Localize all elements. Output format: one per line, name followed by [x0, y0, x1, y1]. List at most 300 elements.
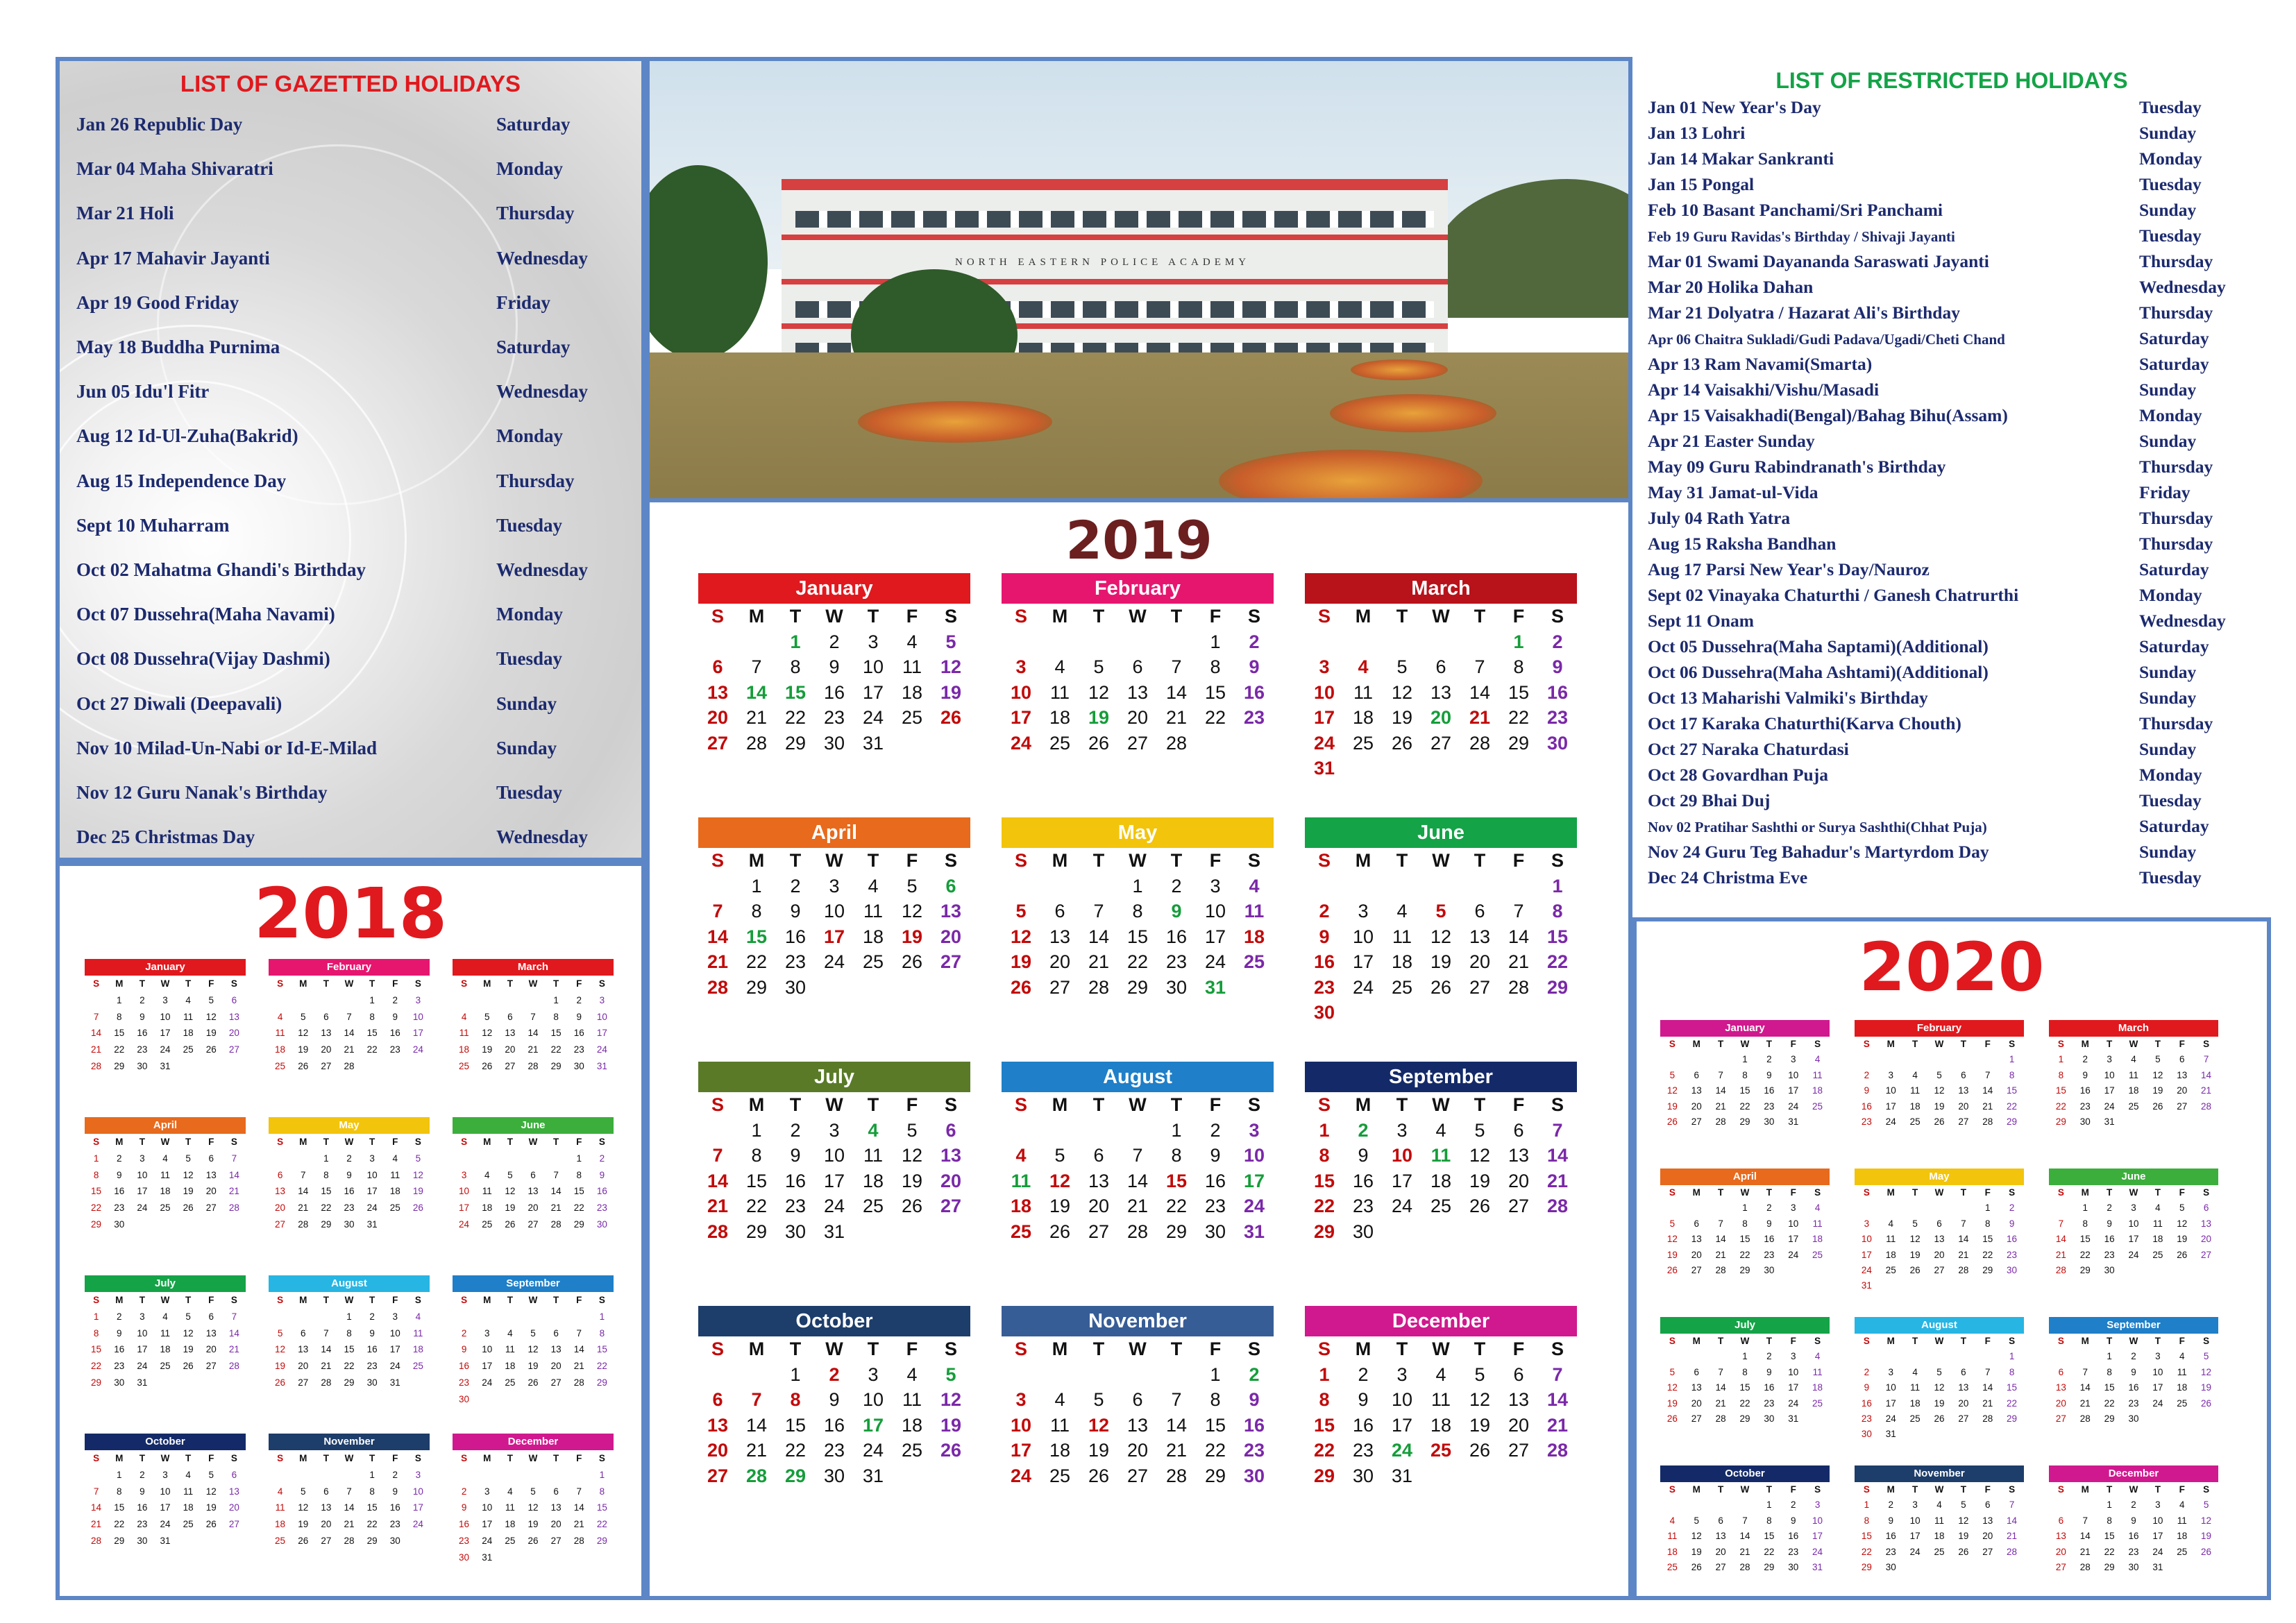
day-cell: 28 [344, 1535, 355, 1546]
weekday-label: S [277, 1295, 284, 1305]
day-cell: 10 [1885, 1085, 1896, 1096]
weekday-label: F [576, 978, 582, 989]
day-cell: 4 [1054, 656, 1065, 677]
restricted-row [1648, 405, 2202, 426]
day-cell: 28 [91, 1535, 102, 1546]
month-header: May [1855, 1169, 2024, 1185]
weekday-label: W [1740, 1484, 1750, 1495]
weekday-label: F [1984, 1187, 1991, 1198]
day-cell: 26 [1666, 1264, 1678, 1275]
weekday-label: M [1355, 606, 1371, 627]
holiday-weekday: Sunday [2139, 688, 2197, 708]
day-cell: 30 [1764, 1116, 1775, 1127]
weekday-label: T [553, 1295, 559, 1305]
day-cell: 12 [505, 1186, 516, 1197]
weekday-label: F [2179, 1336, 2185, 1346]
day-cell: 11 [1353, 681, 1374, 703]
day-cell: 12 [298, 1028, 309, 1039]
day-cell: 2 [392, 1469, 398, 1480]
holiday-date-name: Sept 02 Vinayaka Chaturthi / Ganesh Chatrurthi [1648, 585, 2019, 605]
holiday-weekday: Saturday [2139, 636, 2209, 656]
day-cell: 13 [1982, 1515, 1993, 1526]
day-cell: 29 [2079, 1264, 2091, 1275]
month-grid [85, 1450, 246, 1549]
day-cell: 2 [1249, 1363, 1260, 1385]
day-cell: 4 [1358, 656, 1369, 677]
weekday-label: S [944, 850, 957, 871]
day-cell: 15 [114, 1502, 125, 1513]
month-grid [269, 976, 430, 1075]
day-cell: 1 [1742, 1351, 1748, 1362]
holiday-date-name: Dec 24 Christma Eve [1648, 867, 1808, 887]
weekday-label: S [1814, 1039, 1821, 1049]
day-cell: 18 [862, 926, 884, 947]
day-cell: 29 [784, 732, 807, 754]
day-cell: 25 [505, 1377, 516, 1388]
day-cell: 21 [2007, 1531, 2018, 1542]
day-cell: 31 [160, 1060, 171, 1071]
day-cell: 27 [2055, 1561, 2066, 1572]
empty-day-cell [1040, 1118, 1079, 1144]
day-cell: 9 [116, 1327, 122, 1339]
weekday-label: S [2203, 1336, 2210, 1346]
day-cell: 19 [1666, 1249, 1678, 1260]
day-cell: 26 [2201, 1397, 2212, 1409]
empty-day-cell [545, 1467, 568, 1484]
day-cell: 5 [1936, 1366, 1942, 1377]
day-cell: 16 [784, 926, 807, 947]
day-cell: 16 [366, 1344, 378, 1355]
holiday-weekday: Tuesday [496, 514, 563, 536]
day-cell: 22 [745, 1196, 768, 1216]
weekday-label: W [2129, 1336, 2138, 1346]
empty-day-cell [545, 1309, 568, 1325]
empty-day-cell [1079, 874, 1118, 899]
day-cell: 9 [1552, 656, 1563, 677]
day-cell: 7 [1984, 1366, 1991, 1377]
day-cell: 13 [940, 1145, 962, 1166]
weekday-label: W [2129, 1484, 2138, 1495]
day-cell: 2 [461, 1486, 467, 1497]
weekday-label: W [825, 850, 843, 871]
day-cell: 2 [1864, 1069, 1870, 1080]
weekday-label: T [789, 1094, 802, 1115]
day-cell: 6 [231, 994, 237, 1005]
holiday-weekday: Sunday [2139, 431, 2197, 451]
day-cell: 22 [1313, 1440, 1335, 1461]
weekday-label: S [230, 1295, 237, 1305]
day-cell: 20 [527, 1203, 539, 1214]
day-cell: 12 [940, 1389, 962, 1410]
day-cell: 25 [1430, 1440, 1452, 1461]
day-cell: 4 [507, 1486, 513, 1497]
empty-day-cell [269, 1309, 292, 1325]
day-cell: 18 [1243, 926, 1265, 947]
day-cell: 19 [527, 1519, 539, 1530]
day-cell: 8 [1210, 1389, 1221, 1410]
day-cell: 24 [1313, 732, 1335, 754]
weekday-label: F [392, 1295, 398, 1305]
day-cell: 21 [745, 1440, 768, 1461]
day-cell: 28 [228, 1203, 239, 1214]
day-cell: 30 [823, 732, 845, 754]
day-cell: 11 [1934, 1515, 1944, 1526]
day-cell: 21 [1982, 1101, 1993, 1112]
weekday-label: T [553, 1137, 559, 1147]
weekday-label: W [1934, 1187, 1944, 1198]
weekday-label: S [1317, 606, 1331, 627]
weekday-label: W [344, 1295, 354, 1305]
month-header: April [1660, 1169, 1830, 1185]
day-cell: 20 [2055, 1546, 2066, 1557]
day-cell: 2 [1552, 631, 1563, 652]
day-cell: 10 [1861, 1234, 1872, 1245]
day-cell: 24 [1788, 1397, 1799, 1409]
day-cell: 27 [2201, 1249, 2212, 1260]
empty-day-cell [1855, 1349, 1879, 1364]
day-cell: 2 [790, 1119, 801, 1141]
holiday-weekday: Monday [496, 604, 564, 625]
day-cell: 29 [1546, 976, 1569, 998]
day-cell: 8 [599, 1486, 605, 1497]
month-grid [1305, 604, 1577, 781]
day-cell: 15 [91, 1186, 102, 1197]
day-cell: 28 [550, 1218, 562, 1230]
day-cell: 7 [1093, 901, 1104, 921]
day-cell: 1 [346, 1311, 352, 1322]
day-cell: 15 [1739, 1085, 1750, 1096]
holiday-weekday: Thursday [2139, 303, 2213, 323]
day-cell: 22 [596, 1361, 607, 1372]
day-cell: 11 [902, 1389, 922, 1410]
month-grid [1002, 604, 1274, 756]
day-cell: 12 [1666, 1085, 1678, 1096]
day-cell: 24 [1010, 1465, 1032, 1486]
weekday-label: S [1814, 1336, 1821, 1346]
day-cell: 29 [745, 1221, 768, 1242]
empty-day-cell [498, 992, 521, 1009]
day-cell: 11 [863, 901, 884, 921]
day-cell: 19 [1909, 1249, 1921, 1260]
day-cell: 5 [300, 1486, 306, 1497]
weekday-label: F [1984, 1039, 1991, 1049]
day-cell: 12 [1666, 1382, 1678, 1393]
day-cell: 21 [573, 1361, 584, 1372]
day-cell: 20 [1430, 707, 1452, 728]
day-cell: 12 [412, 1169, 423, 1180]
day-cell: 20 [321, 1044, 332, 1055]
day-cell: 8 [1513, 656, 1524, 677]
day-cell: 8 [1171, 1145, 1182, 1166]
day-cell: 24 [2104, 1101, 2115, 1112]
flower-bed [858, 401, 1052, 443]
holiday-weekday: Tuesday [2139, 867, 2202, 887]
day-cell: 26 [275, 1377, 286, 1388]
empty-day-cell [1079, 1118, 1118, 1144]
weekday-label: S [1317, 1339, 1331, 1359]
day-cell: 10 [366, 1169, 378, 1180]
day-cell: 21 [91, 1044, 102, 1055]
day-cell: 22 [1313, 1196, 1335, 1216]
weekday-label: S [277, 1453, 284, 1463]
empty-day-cell [1903, 1349, 1927, 1364]
day-cell: 23 [1352, 1196, 1374, 1216]
empty-day-cell [1975, 1349, 2000, 1364]
empty-day-cell [698, 874, 737, 899]
day-cell: 17 [2128, 1234, 2139, 1245]
day-cell: 8 [2107, 1515, 2112, 1526]
weekday-label: F [906, 850, 918, 871]
day-cell: 21 [1715, 1397, 1726, 1409]
day-cell: 11 [902, 656, 922, 677]
day-cell: 13 [1469, 926, 1491, 947]
holiday-date-name: May 18 Buddha Purnima [76, 337, 280, 357]
weekday-label: W [2129, 1039, 2138, 1049]
day-cell: 5 [1669, 1069, 1675, 1080]
day-cell: 21 [344, 1519, 355, 1530]
day-cell: 15 [2104, 1531, 2115, 1542]
weekday-label: S [2057, 1039, 2064, 1049]
month-header: October [1660, 1465, 1830, 1482]
day-cell: 21 [573, 1519, 584, 1530]
day-cell: 22 [2055, 1101, 2066, 1112]
weekday-label: S [1551, 850, 1564, 871]
day-cell: 14 [1715, 1382, 1726, 1393]
day-cell: 22 [573, 1203, 584, 1214]
day-cell: 3 [1790, 1054, 1796, 1065]
day-cell: 19 [527, 1361, 539, 1372]
weekday-label: T [139, 1453, 145, 1463]
weekday-label: S [1863, 1336, 1870, 1346]
day-cell: 10 [1352, 926, 1374, 947]
day-cell: 12 [275, 1344, 286, 1355]
day-cell: 2 [1210, 1119, 1221, 1141]
weekday-label: S [598, 1453, 605, 1463]
day-cell: 28 [745, 732, 768, 754]
day-cell: 26 [1430, 976, 1452, 998]
day-cell: 17 [1391, 1170, 1413, 1191]
day-cell: 22 [1861, 1546, 1872, 1557]
empty-day-cell [1660, 1052, 1685, 1067]
day-cell: 19 [205, 1028, 217, 1039]
day-cell: 25 [1812, 1397, 1823, 1409]
day-cell: 22 [1165, 1196, 1188, 1216]
day-cell: 13 [550, 1344, 562, 1355]
empty-day-cell [314, 1309, 337, 1325]
day-cell: 15 [1739, 1382, 1750, 1393]
day-cell: 12 [901, 901, 923, 921]
weekday-label: M [2081, 1039, 2089, 1049]
day-cell: 16 [784, 1170, 807, 1191]
holiday-weekday: Wednesday [496, 247, 589, 269]
holiday-weekday: Monday [2139, 148, 2202, 169]
day-cell: 3 [1015, 656, 1027, 677]
day-cell: 14 [2201, 1069, 2212, 1080]
day-cell: 7 [1552, 1363, 1563, 1385]
day-cell: 1 [2107, 1499, 2112, 1511]
day-cell: 23 [114, 1361, 125, 1372]
day-cell: 13 [550, 1502, 562, 1513]
day-cell: 14 [344, 1502, 355, 1513]
calendar-2020-panel [1632, 917, 2271, 1600]
day-cell: 3 [1888, 1069, 1894, 1080]
day-cell: 1 [1319, 1363, 1330, 1385]
day-cell: 24 [823, 951, 845, 972]
day-cell: 25 [275, 1535, 286, 1546]
weekday-label: T [185, 1453, 192, 1463]
empty-day-cell [1709, 1497, 1733, 1513]
day-cell: 11 [1049, 1414, 1070, 1436]
day-cell: 2 [1766, 1351, 1772, 1362]
day-cell: 23 [1764, 1101, 1775, 1112]
holiday-weekday: Thursday [496, 203, 575, 224]
day-cell: 20 [1958, 1397, 1969, 1409]
day-cell: 25 [459, 1060, 470, 1071]
weekday-label: T [867, 1094, 879, 1115]
day-cell: 13 [1508, 1145, 1530, 1166]
day-cell: 18 [505, 1519, 516, 1530]
day-cell: 31 [1788, 1116, 1799, 1127]
day-cell: 12 [1469, 1389, 1491, 1410]
day-cell: 6 [2058, 1366, 2064, 1377]
day-cell: 4 [1054, 1389, 1065, 1410]
weekday-label: T [2107, 1039, 2113, 1049]
day-cell: 18 [505, 1361, 516, 1372]
day-cell: 8 [1742, 1366, 1748, 1377]
month-header: March [1305, 573, 1577, 604]
restricted-row [1648, 328, 2209, 349]
day-cell: 2 [140, 1469, 145, 1480]
day-cell: 10 [2128, 1218, 2139, 1229]
empty-day-cell [453, 1467, 475, 1484]
day-cell: 2 [1864, 1366, 1870, 1377]
day-cell: 26 [940, 707, 962, 728]
day-cell: 16 [2079, 1085, 2091, 1096]
month-april [1660, 1169, 1830, 1278]
weekday-label: T [1170, 606, 1183, 627]
day-cell: 17 [389, 1344, 400, 1355]
day-cell: 13 [321, 1502, 332, 1513]
day-cell: 8 [751, 1145, 762, 1166]
day-cell: 27 [1126, 1465, 1149, 1486]
day-cell: 9 [1888, 1515, 1894, 1526]
day-cell: 21 [1982, 1397, 1993, 1409]
day-cell: 25 [1812, 1101, 1823, 1112]
day-cell: 20 [1691, 1397, 1702, 1409]
day-cell: 11 [275, 1502, 285, 1513]
day-cell: 11 [1910, 1085, 1921, 1096]
day-cell: 8 [369, 1486, 375, 1497]
day-cell: 26 [901, 951, 923, 972]
weekday-label: F [1512, 1339, 1525, 1359]
day-cell: 7 [751, 656, 762, 677]
day-cell: 20 [1691, 1101, 1702, 1112]
day-cell: 23 [366, 1361, 378, 1372]
day-cell: 2 [116, 1153, 122, 1164]
day-cell: 9 [2131, 1366, 2136, 1377]
day-cell: 29 [2007, 1116, 2018, 1127]
day-cell: 1 [1766, 1499, 1772, 1511]
day-cell: 28 [344, 1060, 355, 1071]
empty-day-cell [1879, 1200, 1903, 1216]
day-cell: 21 [228, 1186, 239, 1197]
day-cell: 16 [389, 1502, 400, 1513]
weekday-label: T [139, 978, 145, 989]
day-cell: 6 [1961, 1366, 1966, 1377]
day-cell: 12 [298, 1502, 309, 1513]
day-cell: 9 [599, 1169, 605, 1180]
day-cell: 25 [1010, 1221, 1032, 1242]
day-cell: 4 [392, 1153, 398, 1164]
day-cell: 20 [298, 1361, 309, 1372]
day-cell: 3 [392, 1311, 398, 1322]
holiday-weekday: Monday [496, 158, 564, 180]
day-cell: 28 [1715, 1264, 1726, 1275]
day-cell: 9 [1766, 1366, 1772, 1377]
day-cell: 28 [573, 1377, 584, 1388]
day-cell: 4 [1669, 1515, 1675, 1526]
holiday-date-name: Nov 10 Milad-Un-Nabi or Id-E-Milad [76, 737, 378, 758]
empty-day-cell [1685, 1497, 1709, 1513]
empty-day-cell [1118, 1118, 1157, 1144]
day-cell: 20 [1508, 1170, 1530, 1191]
day-cell: 26 [298, 1060, 309, 1071]
day-cell: 14 [1165, 681, 1188, 703]
holiday-weekday: Tuesday [496, 782, 563, 803]
day-cell: 23 [1313, 976, 1335, 998]
day-cell: 10 [1010, 681, 1032, 703]
day-cell: 1 [1319, 1119, 1330, 1141]
weekday-label: W [2129, 1187, 2138, 1198]
day-cell: 20 [707, 1440, 729, 1461]
month-grid [2049, 1185, 2218, 1278]
day-cell: 7 [2009, 1499, 2015, 1511]
holiday-weekday: Friday [496, 291, 550, 313]
day-cell: 2 [369, 1311, 375, 1322]
empty-day-cell [292, 992, 314, 1009]
month-september [2049, 1317, 2218, 1427]
day-cell: 22 [1764, 1546, 1775, 1557]
weekday-label: T [369, 1295, 375, 1305]
day-cell: 29 [1861, 1561, 1872, 1572]
day-cell: 24 [389, 1361, 400, 1372]
empty-day-cell [1305, 629, 1344, 655]
day-cell: 18 [1934, 1531, 1945, 1542]
empty-day-cell [337, 992, 360, 1009]
empty-day-cell [498, 1150, 521, 1167]
day-cell: 6 [2203, 1203, 2209, 1214]
weekday-label: W [825, 606, 843, 627]
day-cell: 27 [550, 1535, 562, 1546]
month-grid [1855, 1482, 2024, 1575]
day-cell: 29 [784, 1465, 807, 1486]
month-june [1305, 817, 1577, 1026]
day-cell: 1 [599, 1469, 605, 1480]
day-cell: 16 [1352, 1170, 1374, 1191]
day-cell: 10 [160, 1486, 171, 1497]
weekday-label: T [507, 978, 513, 989]
holiday-weekday: Sunday [2139, 380, 2197, 400]
day-cell: 2 [461, 1327, 467, 1339]
day-cell: 1 [1210, 631, 1221, 652]
weekday-label: F [1984, 1336, 1991, 1346]
day-cell: 20 [1126, 1440, 1149, 1461]
day-cell: 4 [277, 1486, 283, 1497]
day-cell: 11 [2177, 1366, 2187, 1377]
day-cell: 26 [527, 1535, 539, 1546]
day-cell: 17 [459, 1203, 470, 1214]
day-cell: 18 [160, 1186, 171, 1197]
